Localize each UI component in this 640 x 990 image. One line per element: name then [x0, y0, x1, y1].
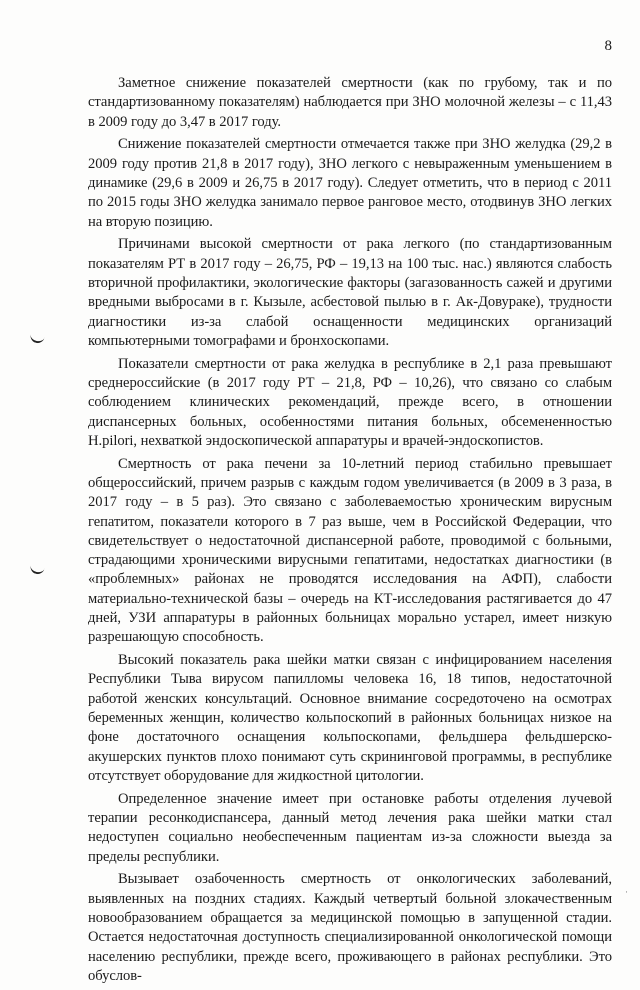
- paragraph-breast-cancer-mortality: Заметное снижение показателей смертности (как по грубому, так и по стандартизованному показателям) наблюдается при ЗНО молочной железы – с 11,43 в 2009 году до 3,47 в 2017 году.: [88, 75, 612, 130]
- scan-dot: ·: [625, 887, 628, 897]
- paragraph-stomach-cancer: Показатели смертности от рака желудка в республике в 2,1 раза превышают среднероссийские (в 2017 году РТ – 21,8, РФ – 10,26), что связано со слабым соблюдением клинических рекомендаций, прежде всего, в отношении диспансерных больных, особенностями питания больных, обсемененностью H.pilori, нехваткой эндоскопической аппаратуры и врачей-эндоскопистов.: [88, 355, 612, 449]
- paragraph-cervical-cancer: Высокий показатель рака шейки матки связан с инфицированием населения Республики Тыва вирусом папилломы человека 16, 18 типов, недостаточной работой женских консультаций. Основное внимание сосредоточено на осмотрах беременных женщин, количество кольпоскопий в районных больницах низкое на фоне достаточного оснащения кольпоскопами, фельдшера фельдшерско-акушерских пунктов плохо понимают суть скрининговой программы, в республике отсутствует оборудование для жидкостной цитологии.: [88, 652, 612, 784]
- paragraph-radiation-therapy: Определенное значение имеет при остановке работы отделения лучевой терапии ресонкодиспансера, данный метод лечения рака шейки матки стал недоступен социально необеспеченным пациентам из-за сложности выезда за пределы республики.: [88, 790, 612, 865]
- document-body: [88, 74, 612, 990]
- page-number: 8: [604, 38, 612, 54]
- paragraph-liver-cancer: Смертность от рака печени за 10-летний период стабильно превышает общероссийский, причем разрыв с каждым годом увеличивается (в 2009 в 3 раза, в 2017 году – в 5 раз). Это связано с заболеваемостью хроническим вирусным гепатитом, показатели которого в 7 раз выше, чем в Российской Федерации, что свидетельствует о недостаточной диспансерной работе, проводимой с больными, страдающими хроническими вирусными гепатитами, недостатках диагностики (в «проблемных» районах не проводятся исследования на АФП), слабости материально-технической базы – очередь на КТ-исследования растягивается до 47 дней, УЗИ аппаратуры в районных больницах морально устарел, имеет низкую разрешающую способность.: [88, 455, 612, 646]
- paragraph-stomach-lung-mortality: Снижение показателей смертности отмечается также при ЗНО желудка (29,2 в 2009 году против 21,8 в 2017 году), ЗНО легкого с невыраженным уменьшением в динамике (29,6 в 2009 и 26,75 в 2017 году). Следует отметить, что в период с 2011 по 2015 годы ЗНО желудка занимало первое ранговое место, отодвинув ЗНО легких на вторую позицию.: [88, 136, 612, 230]
- paragraph-lung-cancer-causes: Причинами высокой смертности от рака легкого (по стандартизованным показателям РТ в 2017 году – 26,75, РФ – 19,13 на 100 тыс. нас.) являются слабость вторичной профилактики, экологические факторы (загазованность сажей и другими вредными выбросами в г. Кызыле, асбестовой пылью в г. Ак-Довураке), трудности диагностики из-за слабой оснащенности медицинских организаций компьютерными томографами и бронхоскопами.: [88, 236, 612, 349]
- margin-mark: [29, 334, 44, 345]
- margin-mark: [29, 565, 44, 576]
- paragraph-late-stage: Вызывает озабоченность смертность от онкологических заболеваний, выявленных на поздних стадиях. Каждый четвертый больной злокачественным новообразованием обращается за медицинской помощью в запущенной стадии. Остается недостаточная доступность специализированной онкологической помощи населению республики, прежде всего, проживающего в районах республики. Это обуслов-: [88, 871, 612, 984]
